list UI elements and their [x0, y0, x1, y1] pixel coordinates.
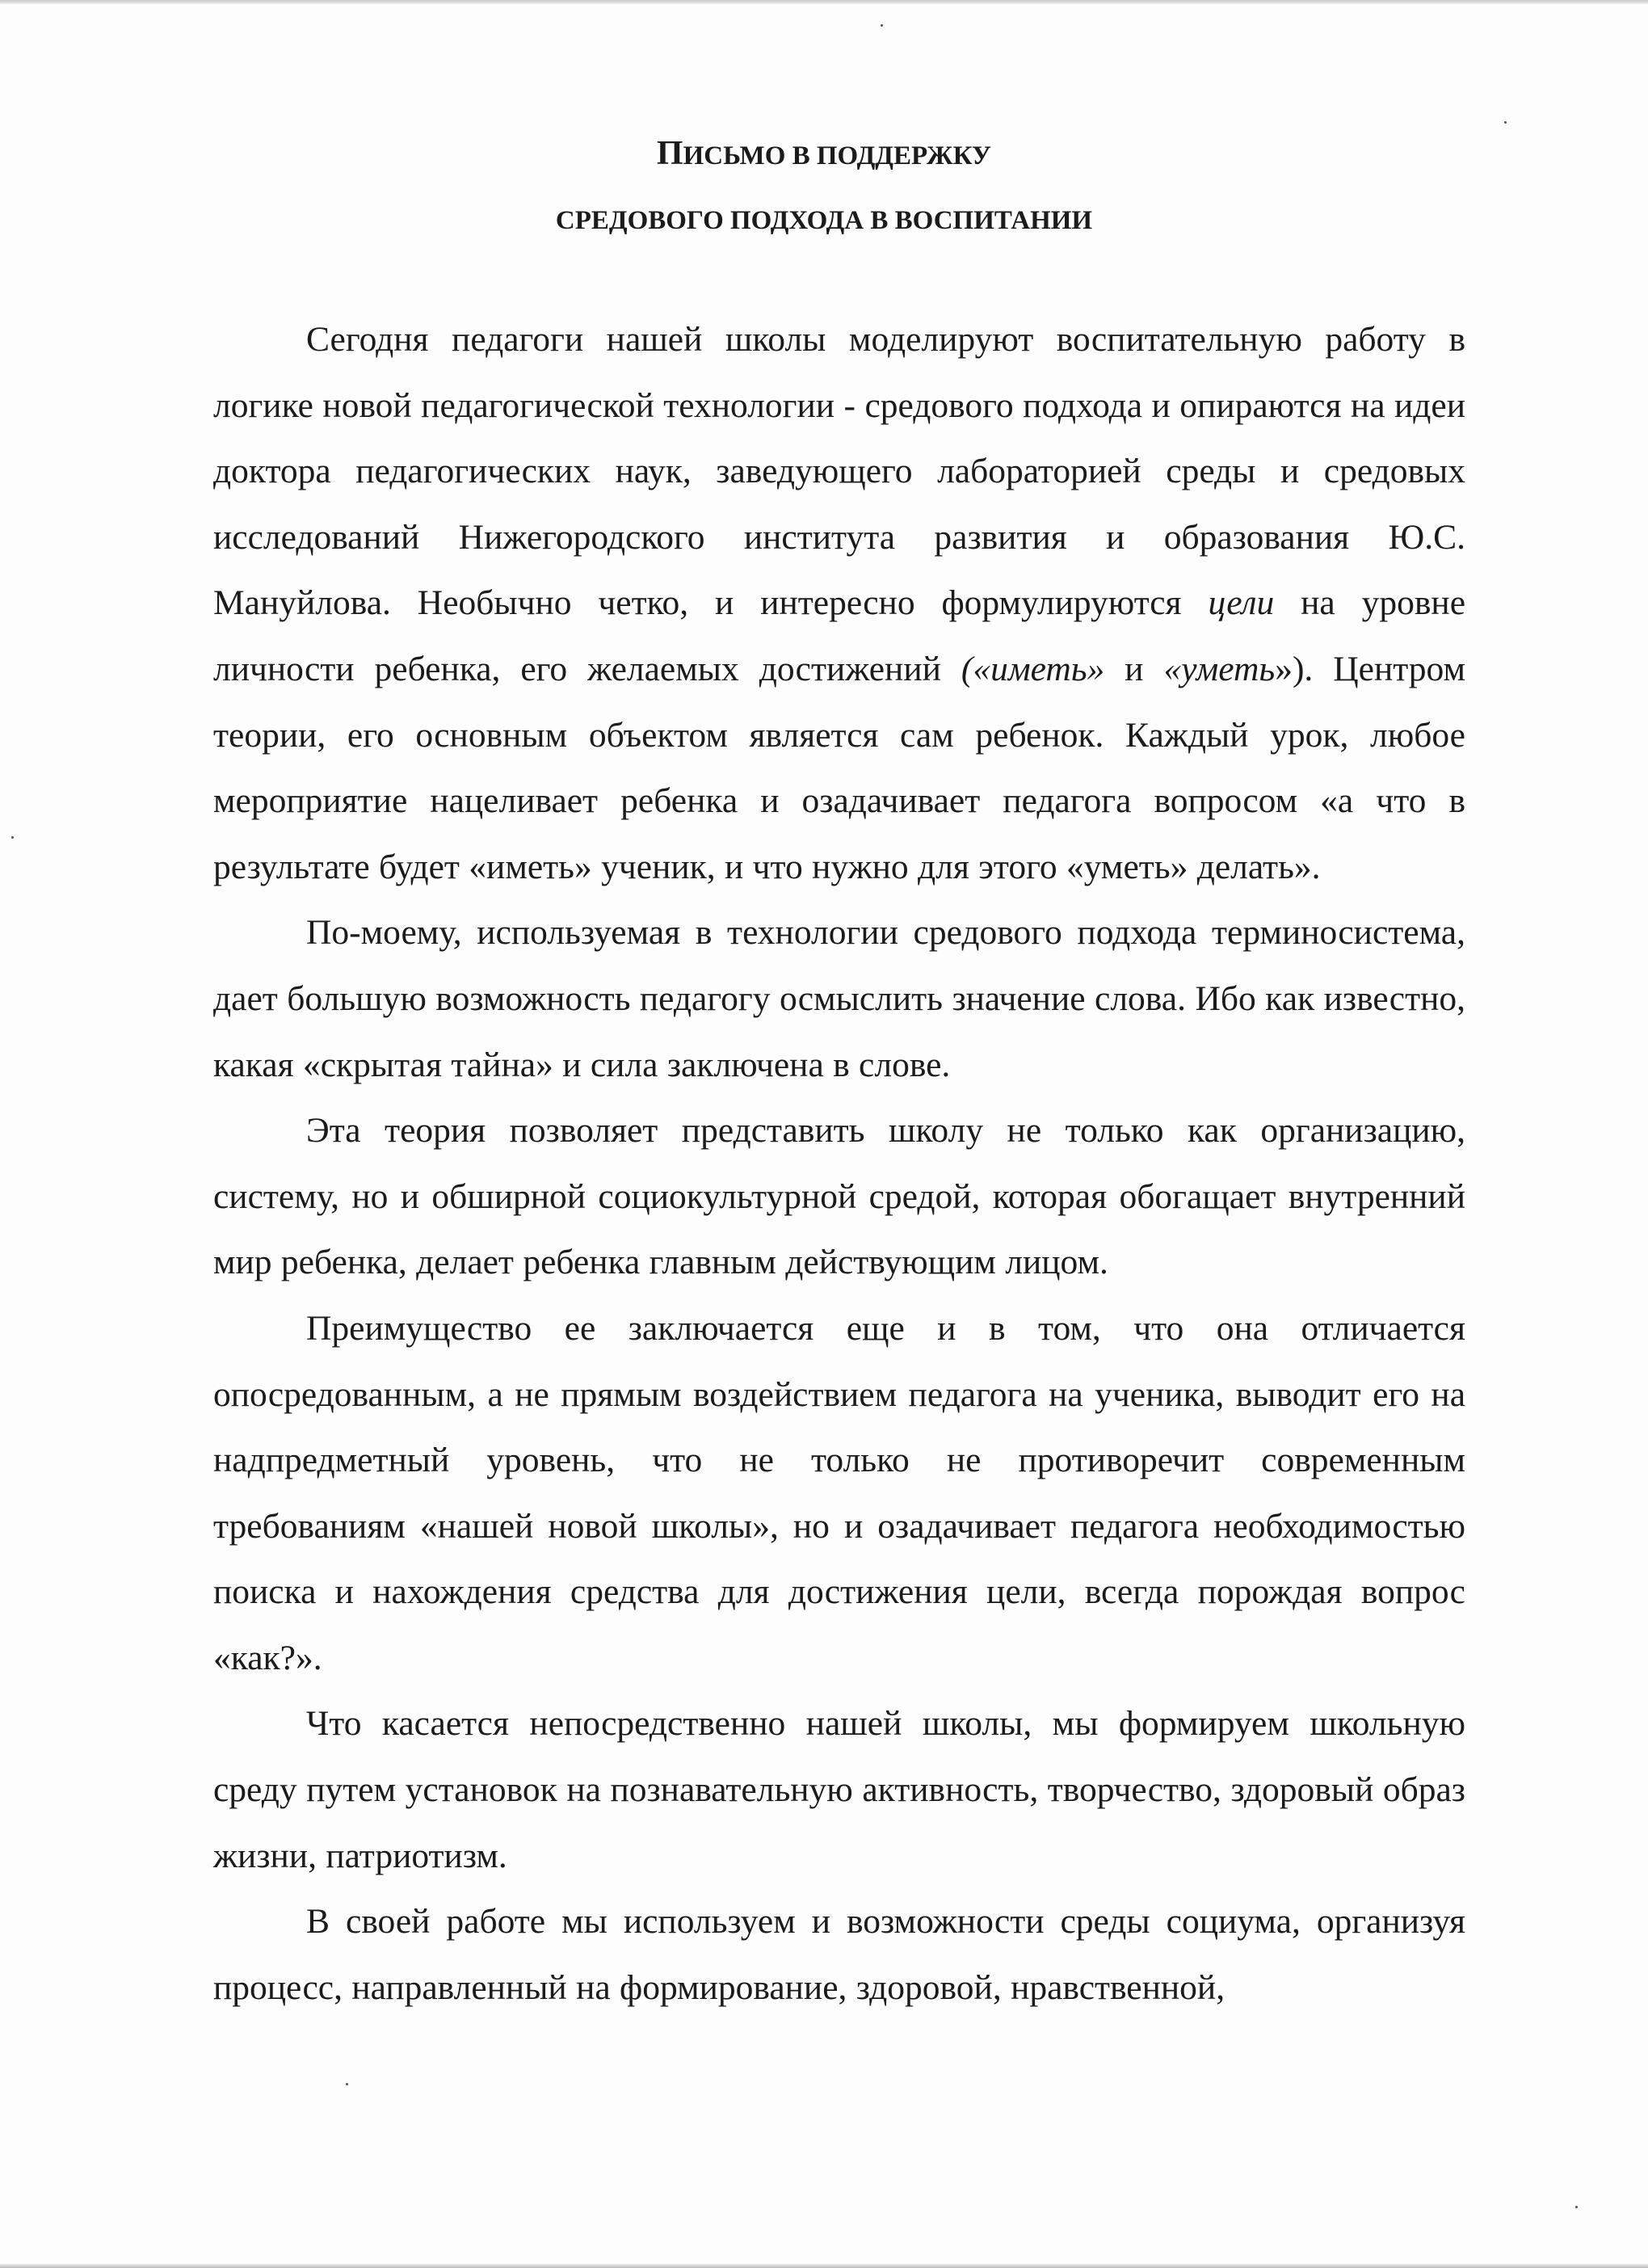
scan-speck: [11, 836, 14, 839]
scan-top-edge: [0, 0, 1648, 4]
paragraph-3: Эта теория позволяет представить школу не только как организацию, систему, но и обширной социокультурной средой, которая обогащает внутренний мир ребенка, делает ребенка главным действующим лицом.: [213, 1111, 1465, 1282]
paragraph-1-part-4: »). Центром теории, его основным объектом является сам ребенок. Каждый урок, любое мероприятие нацеливает ребенка и озадачивает педагога вопросом «а что в результате будет «иметь» ученик, и что нужно для этого «уметь» делать».: [213, 649, 1465, 886]
title-drop-cap: П: [656, 135, 683, 172]
paragraph-1: [213, 307, 1465, 900]
scan-speck: [881, 24, 883, 27]
title-line-1-rest: ИСЬМО В ПОДДЕРЖКУ: [683, 141, 992, 170]
document-title-line-2: СРЕДОВОГО ПОДХОДА В ВОСПИТАНИИ: [555, 206, 1093, 235]
paragraph-1-part-3: и: [1104, 649, 1164, 688]
paragraph-1-part-1: Сегодня педагоги нашей школы моделируют воспитательную работу в логике новой педагогической технологии - средового подхода и опираются на идеи доктора педагогических наук, заведующего лабораторией среды и средовых исследований Нижегородского института развития и образования Ю.С. Мануйлова. Необычно четко, и интересно формулируются: [213, 320, 1465, 623]
paragraph-2: По-моему, используемая в технологии средового подхода терминосистема, дает большую возможность педагогу осмыслить значение слова. Ибо как известно, какая «скрытая тайна» и сила заключена в слове.: [213, 913, 1465, 1084]
paragraph-6: В своей работе мы используем и возможности среды социума, организуя процесс, направленный на формирование, здоровой, нравственной,: [213, 1902, 1465, 2007]
italic-have: («иметь»: [961, 649, 1105, 688]
paragraph-5: Что касается непосредственно нашей школы, мы формируем школьную среду путем установок на познавательную активность, творчество, здоровый образ жизни, патриотизм.: [213, 1704, 1465, 1875]
italic-can: «уметь: [1163, 649, 1276, 688]
scan-speck: [1504, 121, 1507, 124]
paragraph-1-part-2: на уровне личности ребенка, его желаемых достижений: [213, 583, 1465, 688]
document-title-line-1: [0, 137, 1648, 172]
scan-speck: [1575, 2206, 1578, 2208]
scan-bottom-edge: [0, 2264, 1648, 2268]
italic-goals: цели: [1208, 583, 1275, 623]
scan-speck: [346, 2083, 348, 2085]
letter-body: [213, 307, 1465, 2021]
paragraph-4: Преимущество ее заключается еще и в том, что она отличается опосредованным, а не прямым воздействием педагога на ученика, выводит его на надпредметный уровень, что не только не противоречит современным требованиям «нашей новой школы», но и озадачивает педагога необходимостью поиска и нахождения средства для достижения цели, всегда порождая вопрос «как?».: [213, 1308, 1465, 1677]
